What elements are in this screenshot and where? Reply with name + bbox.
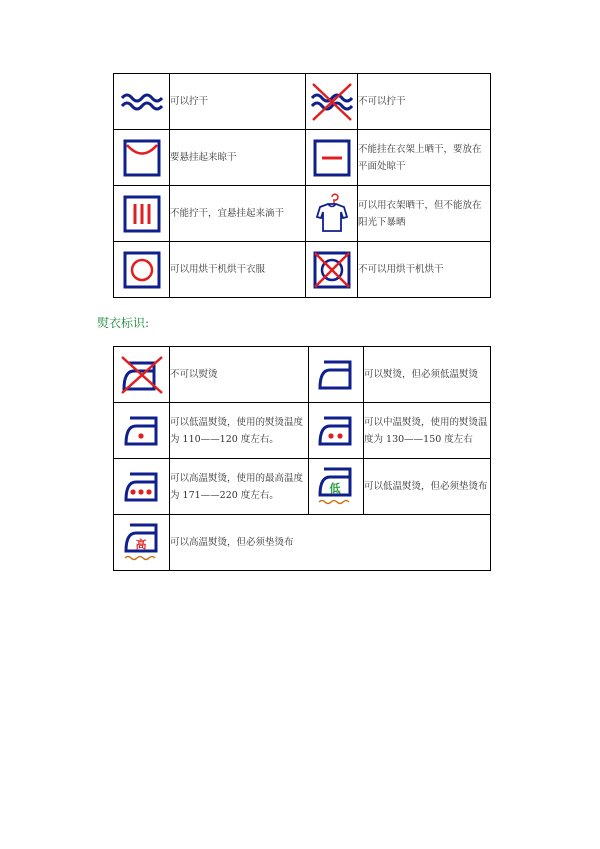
description: 可以用衣架晒干，但不能放在阳光下暴晒 — [358, 186, 491, 242]
iron-low-cloth-icon — [309, 347, 364, 403]
description: 可以高温熨烫，使用的最高温度为 171——220 度左右。 — [170, 459, 309, 515]
wring-icon — [114, 74, 170, 130]
iron-one-dot-icon — [114, 403, 170, 459]
description: 不可以用烘干机烘干 — [358, 242, 491, 298]
table-row — [114, 186, 491, 242]
table-row — [114, 403, 491, 459]
iron-two-dots-icon — [309, 403, 364, 459]
description: 要悬挂起来晾干 — [170, 130, 306, 186]
drip-dry-icon — [114, 186, 170, 242]
table-row — [114, 74, 491, 130]
table-row — [114, 242, 491, 298]
ironing-symbols-table — [113, 346, 491, 571]
description: 可以高温熨烫，但必须垫烫布 — [170, 515, 491, 571]
drying-symbols-table — [113, 73, 491, 298]
iron-low-pad-icon — [309, 459, 364, 515]
dry-flat-icon — [306, 130, 358, 186]
iron-high-pad-icon — [114, 515, 170, 571]
tumble-dry-icon — [114, 242, 170, 298]
no-wring-icon — [306, 74, 358, 130]
no-iron-icon — [114, 347, 170, 403]
table-row — [114, 130, 491, 186]
description: 不能挂在衣架上晒干，要放在平面处晾干 — [358, 130, 491, 186]
no-tumble-dry-icon — [306, 242, 358, 298]
table-row — [114, 459, 491, 515]
description: 不能拧干，宜悬挂起来滴干 — [170, 186, 306, 242]
table-row — [114, 515, 491, 571]
description: 可以低温熨烫，使用的熨烫温度为 110——120 度左右。 — [170, 403, 309, 459]
description: 可以用烘干机烘干衣服 — [170, 242, 306, 298]
table-row — [114, 347, 491, 403]
description: 不可以熨烫 — [170, 347, 309, 403]
pad-temp-label: 低 — [329, 481, 341, 495]
description: 可以熨烫，但必须低温熨烫 — [364, 347, 491, 403]
ironing-heading: 熨衣标识: — [97, 316, 150, 330]
iron-three-dots-icon — [114, 459, 170, 515]
line-dry-shade-icon — [306, 186, 358, 242]
description: 可以中温熨烫，使用的熨烫温度为 130——150 度左右 — [364, 403, 491, 459]
description: 可以拧干 — [170, 74, 306, 130]
pad-temp-label: 高 — [135, 537, 146, 551]
description: 可以低温熨烫，但必须垫烫布 — [364, 459, 491, 515]
hang-dry-icon — [114, 130, 170, 186]
description: 不可以拧干 — [358, 74, 491, 130]
